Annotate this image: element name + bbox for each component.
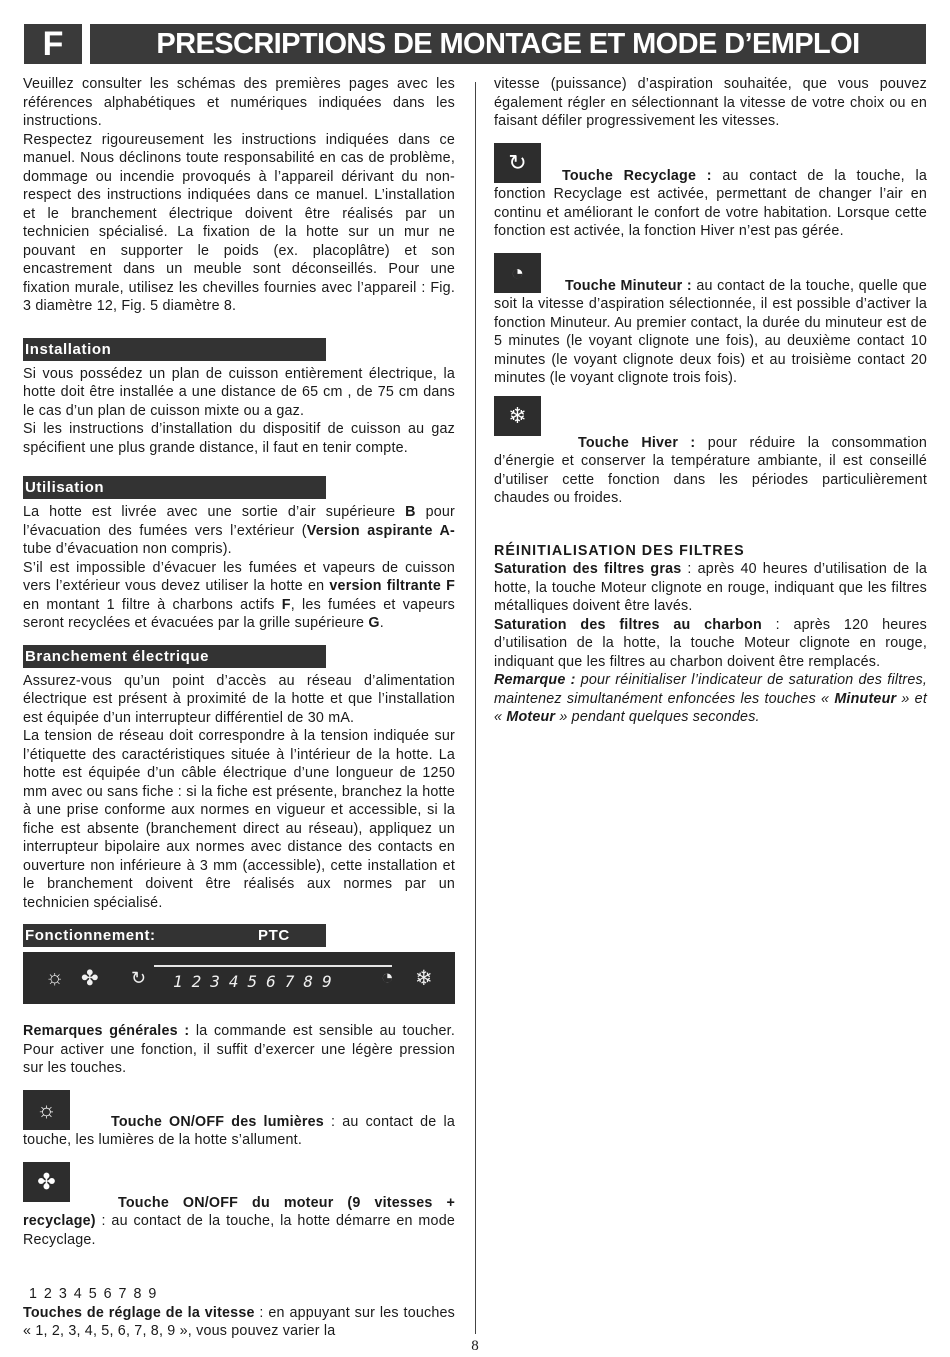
fan-icon: ✤	[23, 1162, 70, 1202]
intro-paragraph-2: Respectez rigoureusement les instructions indiquées dans ce manuel. Nous déclinons toute responsabilité en cas de problème, dommage ou incendie provoqués à l’appareil dérivant du non-respect des instructions indiquées dans ce manuel. L’installation et le branchement électrique doivent être réalisés par un technicien spécialisé. La fixation de la hotte sur un mur ne pouvant en supporter le poids (ex. placoplâtre) et son encastrement dans un meuble sont déconseillés. Pour une fixation murale, utilisez les chevilles fournies avec l’appareil : Fig. 3 diamètre 12, Fig. 5 diamètre 8.	[23, 131, 455, 314]
speed-description: Touches de réglage de la vitesse : en appuyant sur les touches « 1, 2, 3, 4, 5, 6, 7, 8, 9 », vous pouvez varier la	[23, 1304, 456, 1339]
branchement-text-2: La tension de réseau doit correspondre à la tension indiquée sur l’étiquette des caractéristiques située à l’intérieur de la hotte. La hotte est équipée d’un câble électrique d’une longueur de 1250 mm avec ou sans fiche : si la fiche est présente, branchez la hotte à une prise conforme aux normes en vigueur et accessible, si la fiche est absente (branchement direct au réseau), appliquez un interrupteur bipolaire aux normes avec distance des contacts en ouverture non inférieure à 3 mm (accessible), cette installation et le branchement doivent être réalisés aux normes par un technicien spécialisé.	[23, 728, 455, 911]
right-column	[494, 75, 927, 727]
timer-icon[interactable]: ◔	[381, 966, 394, 989]
recycle-icon[interactable]: ↻	[131, 968, 147, 988]
fonctionnement-heading	[23, 924, 326, 947]
light-icon: ☼	[23, 1090, 70, 1130]
recyclage-description: Touche Recyclage : au contact de la touche, la fonction Recyclage est activée, permettant de changer l’air en continu et améliorant le confort de votre habitation. Lorsque cette fonction est activée, la fonction Hiver n’est pas gérée.	[494, 167, 927, 239]
recycle-icon: ↻	[494, 143, 541, 183]
utilisation-text-1: La hotte est livrée avec une sortie d’air supérieure B pour l’évacuation des fumées vers l’extérieur (Version aspirante A- tube d’évacuation non compris).	[23, 504, 455, 557]
page-title: PRESCRIPTIONS DE MONTAGE ET MODE D’EMPLOI	[90, 24, 926, 64]
remarque-reset: Remarque : pour réinitialiser l’indicateur de saturation des filtres, maintenez simultanément enfoncées les touches « Minuteur » et « Moteur » pendant quelques secondes.	[494, 672, 928, 725]
timer-icon: ◔	[494, 253, 541, 293]
saturation-charbon: Saturation des filtres au charbon : après 120 heures d’utilisation de la hotte, la touche Moteur clignote en rouge, indiquant que les filtres au charbon doivent être remplacés.	[494, 616, 927, 670]
branchement-text-1: Assurez-vous qu’un point d’accès au réseau d’alimentation électrique est présent à proximité de la hotte et que l’installation est équipée d’un interrupteur différentiel de 30 mA.	[23, 672, 455, 726]
ptc-label: PTC	[258, 927, 290, 944]
motor-description: Touche ON/OFF du moteur (9 vitesses + recyclage) : au contact de la touche, la hotte démarre en mode Recyclage.	[23, 1194, 455, 1248]
fonctionnement-label: Fonctionnement:	[25, 927, 156, 944]
speed-digits-line: 1 2 3 4 5 6 7 8 9	[29, 1286, 158, 1302]
left-column	[23, 75, 455, 947]
reinit-heading: RÉINITIALISATION DES FILTRES	[494, 542, 745, 559]
installation-text-2: Si les instructions d’installation du dispositif de cuisson au gaz spécifient une plus grande distance, il faut en tenir compte.	[23, 421, 455, 456]
remarques-generales: Remarques générales : la commande est sensible au toucher. Pour activer une fonction, il suffit d’exercer une légère pression sur les touches.	[23, 1023, 455, 1076]
page-number: 8	[471, 1338, 479, 1354]
snowflake-icon: ❄	[494, 396, 541, 436]
control-panel	[23, 952, 455, 1004]
installation-text-1: Si vous possédez un plan de cuisson entièrement électrique, la hotte doit être installée a une distance de 65 cm , de 75 cm dans le cas d’un plan de cuisson mixte ou a gaz.	[23, 365, 455, 419]
speed-continued: vitesse (puissance) d’aspiration souhaitée, que vous pouvez également régler en sélectionnant la vitesse de votre choix ou en faisant défiler progressivement les vitesses.	[494, 76, 927, 129]
intro-paragraph: Veuillez consulter les schémas des premières pages avec les références alphabétiques et numériques indiquées dans les instructions.	[23, 76, 455, 129]
section-letter: F	[24, 24, 82, 64]
snowflake-icon[interactable]: ❄	[415, 967, 433, 990]
speed-indicator-line	[154, 965, 392, 967]
minuteur-description: Touche Minuteur : au contact de la touche, quelle que soit la vitesse d’aspiration sélectionnée, il est possible d’activer la fonction Minuteur. Au premier contact, la durée du minuteur est de 5 minutes (le voyant clignote une fois), au deuxième contact 10 minutes (le voyant clignote deux fois) et au troisième contact 20 minutes (le voyant clignote trois fois).	[494, 277, 927, 386]
branchement-heading: Branchement électrique	[23, 645, 326, 668]
left-column-lower	[23, 1022, 455, 1341]
utilisation-text-2: S’il est impossible d’évacuer les fumées et vapeurs de cuisson vers l’extérieur vous devez utiliser la hotte en version filtrante F en montant 1 filtre à charbons actifs F, les fumées et vapeurs seront recyclées et évacuées par la grille supérieure G.	[23, 559, 456, 631]
installation-heading: Installation	[23, 338, 326, 361]
light-description: Touche ON/OFF des lumières : au contact de la touche, les lumières de la hotte s’allument.	[23, 1113, 455, 1148]
speed-digits[interactable]: 123456789	[173, 972, 341, 991]
hiver-description: Touche Hiver : pour réduire la consommation d’énergie et conserver la température ambiante, il est conseillé d’utiliser cette fonction dans les périodes particulièrement chaudes ou froides.	[494, 434, 928, 506]
saturation-gras: Saturation des filtres gras : après 40 heures d’utilisation de la hotte, la touche Moteur clignote en rouge, indiquant que les filtres métalliques doivent être lavés.	[494, 561, 927, 614]
column-divider	[475, 82, 476, 1334]
utilisation-heading: Utilisation	[23, 476, 326, 499]
fan-icon[interactable]: ✤	[81, 967, 99, 990]
light-icon[interactable]: ☼	[45, 966, 65, 989]
